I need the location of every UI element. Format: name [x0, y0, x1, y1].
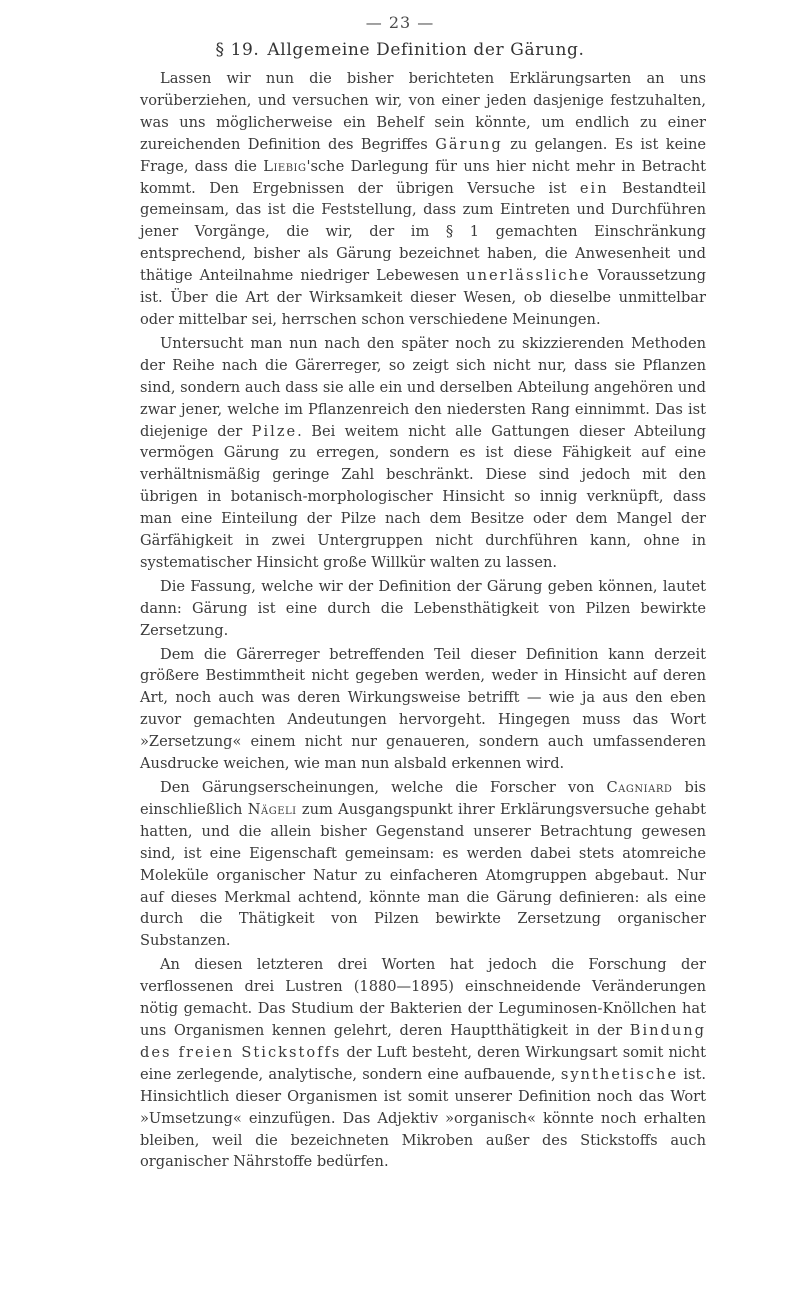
paragraph: [140, 777, 706, 952]
emphasized-text: synthetische: [560, 1065, 679, 1083]
text-run: 'sche Darlegung für uns hier nicht mehr in Betracht kommt. Den Ergebnissen der übrigen Versuche ist: [140, 157, 706, 197]
text-run: Untersucht man nun nach den später noch zu skizzierenden Methoden der Reihe nach die Gärerreger, so zeigt sich nicht nur, dass sie Pflanzen sind, sondern auch dass sie alle ein und derselben Abteilung angehören und zwar jener, welche im Pflanzenreich den niedersten Rang einnimmt. Das ist diejenige der: [140, 334, 706, 440]
text-run: ist. Hinsichtlich dieser Organismen ist somit unserer Definition noch das Wort »Umsetzung« einzufügen. Das Adjektiv »organisch« könnte noch erhalten bleiben, weil die bezeichneten Mikroben außer des Stickstoffs auch organischer Nährstoffe bedürfen.: [140, 1065, 706, 1171]
text-run: Lassen wir nun die bisher berichteten Erklärungsarten an uns vorüberziehen, und versuchen wir, von einer jeden dasjenige festzuhalten, was uns möglicherweise ein Behelf sein könnte, um endlich zu einer zureichenden Definition des Begriffes: [140, 70, 706, 153]
paragraph: [140, 644, 706, 775]
paragraph: [140, 954, 706, 1173]
section-heading: [0, 40, 800, 60]
author-name: Liebig: [263, 157, 307, 175]
emphasized-text: Gärung: [435, 135, 503, 153]
text-run: Die Fassung, welche wir der Definition der Gärung geben können, lautet dann: Gärung ist eine durch die Lebensthätigkeit von Pilzen bewirkte Zersetzung.: [140, 577, 706, 639]
text-run: zum Ausgangspunkt ihrer Erklärungsversuche gehabt hatten, und die allein bisher Gegenstand unserer Betrachtung gewesen sind, ist eine Eigenschaft gemeinsam: es werden dabei stets atomreiche Moleküle organischer Natur zu einfacheren Atomgruppen abgebaut. Nur auf dieses Merkmal achtend, könnte man die Gärung definieren: als eine durch die Thätigkeit von Pilzen bewirkte Zersetzung organischer Substanzen.: [140, 800, 707, 950]
text-run: zu gelangen. Es ist keine Frage, dass die: [140, 135, 706, 175]
paragraph: [140, 576, 706, 642]
author-name: Nägeli: [247, 800, 297, 818]
emphasized-text: Pilze: [251, 422, 298, 440]
page-number: — 23 —: [365, 13, 435, 32]
text-run: Den Gärungserscheinungen, welche die Forscher von: [160, 779, 607, 796]
body-text: [140, 68, 706, 1173]
text-run: Bestandteil gemeinsam, das ist die Feststellung, dass zum Eintreten und Durchführen jener Vorgänge, die wir, der im § 1 gemachten Einschränkung entsprechend, bisher als Gärung bezeichnet haben, die Anwesenheit und thätige Anteilnahme niedriger Lebewesen: [140, 179, 706, 285]
text-run: . Bei weitem nicht alle Gattungen dieser Abteilung vermögen Gärung zu erregen, sondern es ist diese Fähigkeit auf eine verhältnismäßig geringe Zahl beschränkt. Diese sind jedoch mit den übrigen in botanisch-morphologischer Hinsicht so innig verknüpft, dass man eine Einteilung der Pilze nach dem Besitze oder dem Mangel der Gärfähigkeit in zwei Untergruppen nicht durchführen kann, ohne in systematischer Hinsicht große Willkür walten zu lassen.: [140, 422, 706, 571]
text-run: Voraussetzung ist. Über die Art der Wirksamkeit dieser Wesen, ob dieselbe unmittelbar oder mittelbar sei, herrschen schon verschiedene Meinungen.: [140, 267, 706, 328]
paragraph: [140, 333, 706, 574]
text-run: der Luft besteht, deren Wirkungsart somit nicht eine zerlegende, analytische, sondern eine aufbauende,: [140, 1043, 706, 1083]
emphasized-text: ein: [579, 179, 609, 197]
emphasized-text: Bindung des freien Stickstoffs: [140, 1021, 706, 1061]
text-run: bis einschließlich: [140, 779, 707, 818]
text-run: Dem die Gärerreger betreffenden Teil dieser Definition kann derzeit größere Bestimmtheit nicht gegeben werden, weder in Hinsicht auf deren Art, noch auch was deren Wirkungsweise betrifft — wie ja aus den eben zuvor gemachten Andeutungen hervorgeht. Hingegen muss das Wort »Zersetzung« einem nicht nur genaueren, sondern auch umfassenderen Ausdrucke weichen, wie man nun alsbald erkennen wird.: [140, 645, 706, 773]
text-run: An diesen letzteren drei Worten hat jedoch die Forschung der verflossenen drei Lustren (1880—1895) einschneidende Veränderungen nötig gemacht. Das Studium der Bakterien der Leguminosen-Knöllchen hat uns Organismen kennen gelehrt, deren Hauptthätigkeit in der: [140, 956, 706, 1039]
author-name: Cagniard: [606, 779, 673, 796]
section-title: Allgemeine Definition der Gärung.: [267, 40, 585, 60]
emphasized-text: unerlässliche: [466, 267, 591, 285]
section-number: § 19.: [215, 40, 260, 60]
paragraph: [140, 68, 706, 331]
